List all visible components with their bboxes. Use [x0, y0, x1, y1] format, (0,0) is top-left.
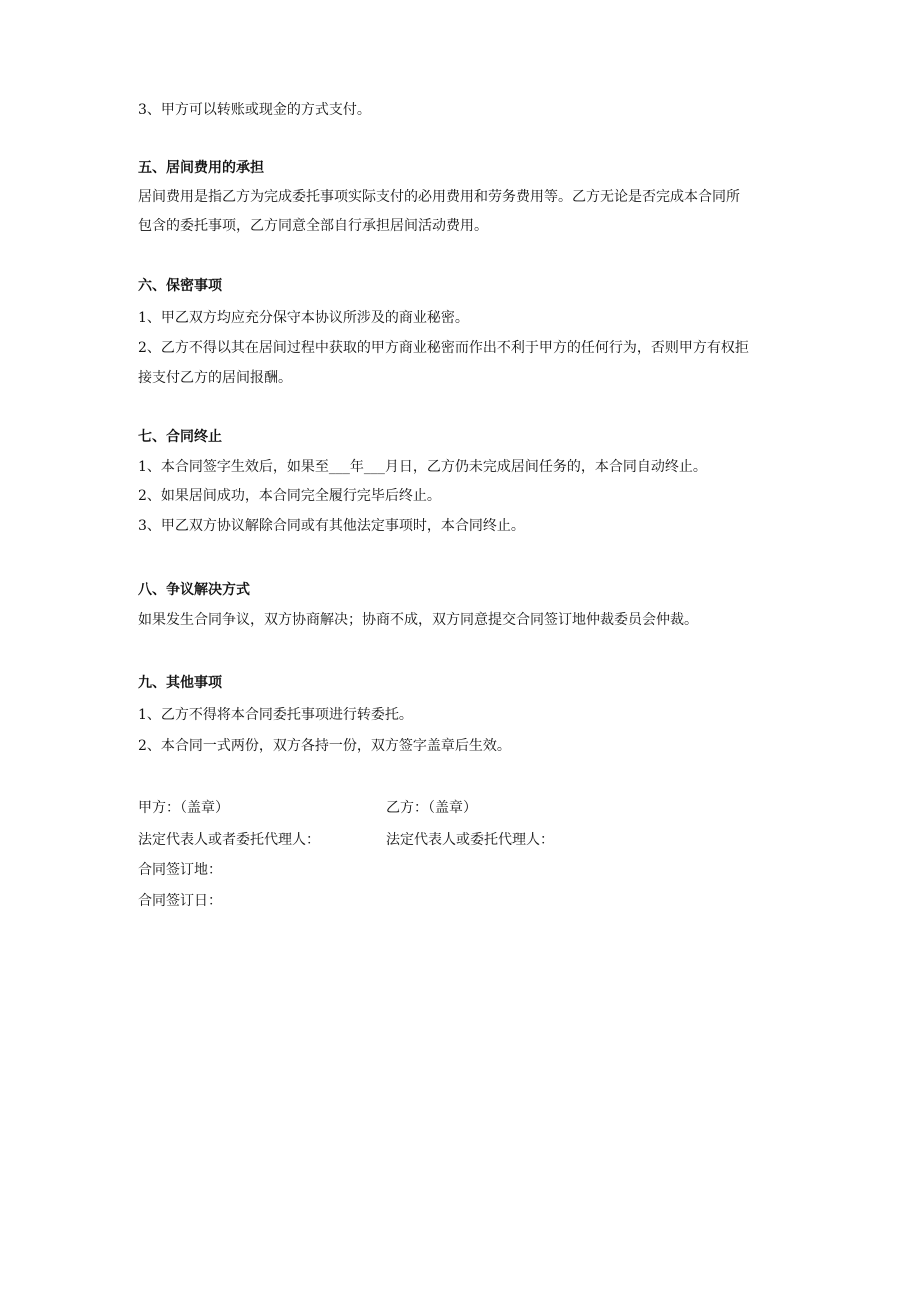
other-item-2: 2、本合同一式两份，双方各持一份，双方签字盖章后生效。: [138, 738, 511, 754]
signature-party-b: 乙方：（盖章）: [386, 800, 477, 816]
signature-date: 合同签订日：: [138, 893, 222, 909]
termination-item-2: 2、如果居间成功，本合同完全履行完毕后终止。: [138, 488, 441, 504]
confidentiality-item-2-line-2: 接支付乙方的居间报酬。: [138, 370, 292, 386]
termination-item-3: 3、甲乙双方协议解除合同或有其他法定事项时，本合同终止。: [138, 518, 525, 534]
section-heading-other: 九、其他事项: [138, 675, 222, 691]
signature-party-a: 甲方：（盖章）: [138, 800, 229, 816]
signature-rep-a: 法定代表人或者委托代理人：: [138, 832, 320, 848]
expenses-text-line-2: 包含的委托事项，乙方同意全部自行承担居间活动费用。: [138, 218, 488, 234]
section-heading-termination: 七、合同终止: [138, 429, 222, 445]
confidentiality-item-1: 1、甲乙双方均应充分保守本协议所涉及的商业秘密。: [138, 310, 469, 326]
other-item-1: 1、乙方不得将本合同委托事项进行转委托。: [138, 707, 413, 723]
payment-item-3: 3、甲方可以转账或现金的方式支付。: [138, 102, 371, 118]
section-heading-disputes: 八、争议解决方式: [138, 582, 250, 598]
section-heading-confidentiality: 六、保密事项: [138, 278, 222, 294]
confidentiality-item-2-line-1: 2、乙方不得以其在居间过程中获取的甲方商业秘密而作出不利于甲方的任何行为，否则甲方有权拒: [138, 340, 749, 356]
section-heading-expenses: 五、居间费用的承担: [138, 160, 264, 176]
expenses-text-line-1: 居间费用是指乙方为完成委托事项实际支付的必用费用和劳务费用等。乙方无论是否完成本合同所: [138, 189, 740, 205]
disputes-text: 如果发生合同争议，双方协商解决；协商不成，双方同意提交合同签订地仲裁委员会仲裁。: [138, 612, 698, 628]
signature-rep-b: 法定代表人或委托代理人：: [386, 832, 554, 848]
signature-place: 合同签订地：: [138, 862, 222, 878]
termination-item-1: 1、本合同签字生效后，如果至___年___月日，乙方仍未完成居间任务的，本合同自动终止。: [138, 459, 707, 475]
